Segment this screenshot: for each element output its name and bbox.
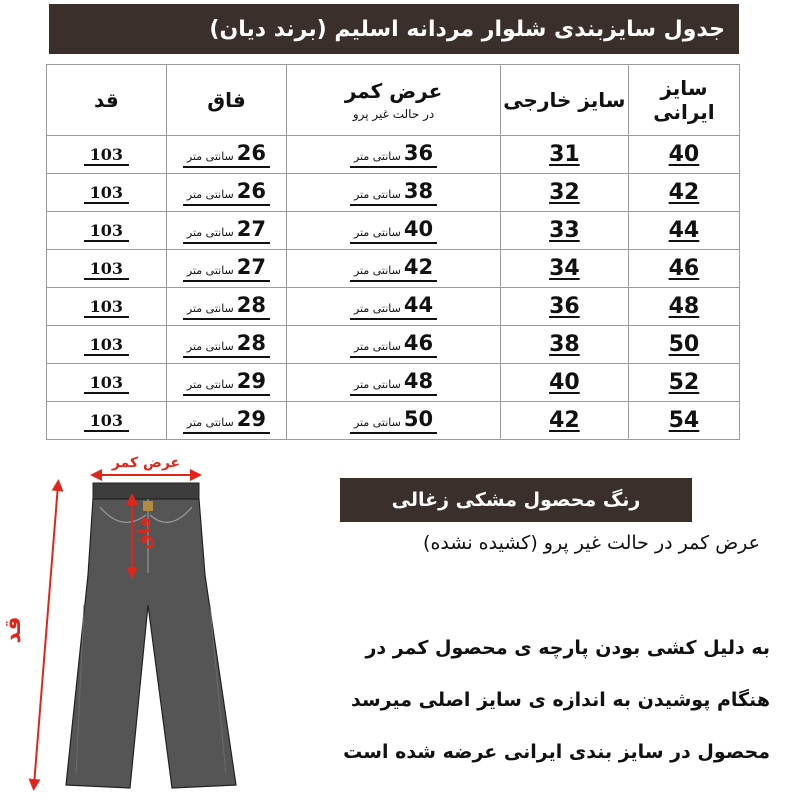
pants-diagram — [0, 455, 300, 800]
stretch-notice-line-3: محصول در سایز بندی ایرانی عرضه شده است — [343, 741, 770, 763]
cell-waist — [287, 136, 501, 174]
cell-height — [47, 326, 167, 364]
rise-unit: سانتی متر — [186, 340, 234, 353]
cell-waist — [287, 212, 501, 250]
rise-unit: سانتی متر — [186, 226, 234, 239]
iranian-size-value: 54 — [668, 408, 700, 433]
cell-iranian-size — [628, 136, 739, 174]
cell-rise — [166, 326, 286, 364]
height-value: 103 — [84, 145, 129, 166]
foreign-size-value: 32 — [549, 180, 580, 205]
iranian-size-value: 42 — [668, 180, 700, 205]
waist-unit: سانتی متر — [353, 416, 401, 429]
iranian-size-value: 40 — [668, 142, 700, 167]
cell-waist — [287, 288, 501, 326]
foreign-size-value: 31 — [549, 142, 580, 167]
cell-iranian-size — [628, 326, 739, 364]
cell-waist — [287, 326, 501, 364]
height-value: 103 — [84, 259, 129, 280]
stretch-notice-line-1: به دلیل کشی بودن پارچه ی محصول کمر در — [365, 637, 770, 659]
rise-unit: سانتی متر — [186, 378, 234, 391]
cell-rise — [166, 174, 286, 212]
waist-value: 36 — [403, 141, 434, 165]
waist-value: 44 — [403, 293, 434, 317]
cell-foreign-size — [500, 402, 628, 440]
rise-unit: سانتی متر — [186, 416, 234, 429]
cell-waist — [287, 250, 501, 288]
height-value: 103 — [84, 183, 129, 204]
waist-unit: سانتی متر — [353, 264, 401, 277]
rise-value: 26 — [236, 179, 267, 203]
waist-value: 42 — [403, 255, 434, 279]
cell-iranian-size — [628, 174, 739, 212]
iranian-size-value: 46 — [668, 256, 700, 281]
height-value: 103 — [84, 297, 129, 318]
waist-unit: سانتی متر — [353, 340, 401, 353]
header-foreign-size: سایز خارجی — [500, 65, 628, 136]
rise-value: 27 — [236, 255, 267, 279]
stretch-notice — [290, 622, 770, 778]
cell-iranian-size — [628, 250, 739, 288]
waist-label: عرض کمر — [111, 455, 181, 471]
cell-height — [47, 250, 167, 288]
cell-iranian-size — [628, 402, 739, 440]
table-row — [47, 212, 740, 250]
height-label: قد — [1, 616, 26, 644]
iranian-size-value: 50 — [668, 332, 700, 357]
cell-iranian-size — [628, 288, 739, 326]
stretch-notice-line-2: هنگام پوشیدن به اندازه ی سایز اصلی میرسد — [350, 689, 770, 711]
cell-rise — [166, 250, 286, 288]
cell-waist — [287, 364, 501, 402]
rise-unit: سانتی متر — [186, 264, 234, 277]
waist-unit: سانتی متر — [353, 302, 401, 315]
waist-value: 50 — [403, 407, 434, 431]
height-value: 103 — [84, 411, 129, 432]
table-header-row — [47, 65, 740, 136]
cell-height — [47, 364, 167, 402]
iranian-size-value: 52 — [668, 370, 700, 395]
waist-value: 46 — [403, 331, 434, 355]
waist-value: 38 — [403, 179, 434, 203]
rise-value: 28 — [236, 331, 267, 355]
header-rise: فاق — [166, 65, 286, 136]
height-arrow — [34, 485, 58, 785]
rise-unit: سانتی متر — [186, 150, 234, 163]
cell-rise — [166, 288, 286, 326]
foreign-size-value: 42 — [549, 408, 580, 433]
rise-unit: سانتی متر — [186, 302, 234, 315]
header-waist — [287, 65, 501, 136]
cell-waist — [287, 402, 501, 440]
cell-foreign-size — [500, 136, 628, 174]
cell-foreign-size — [500, 364, 628, 402]
rise-value: 28 — [236, 293, 267, 317]
rise-value: 27 — [236, 217, 267, 241]
cell-height — [47, 288, 167, 326]
table-row — [47, 250, 740, 288]
header-waist-note: در حالت غیر پرو — [352, 107, 435, 121]
table-row — [47, 174, 740, 212]
waist-value: 48 — [403, 369, 434, 393]
height-value: 103 — [84, 335, 129, 356]
table-row — [47, 364, 740, 402]
cell-iranian-size — [628, 364, 739, 402]
cell-height — [47, 136, 167, 174]
foreign-size-value: 33 — [549, 218, 580, 243]
waist-unit: سانتی متر — [353, 378, 401, 391]
cell-height — [47, 174, 167, 212]
waist-value: 40 — [403, 217, 434, 241]
rise-value: 29 — [236, 407, 267, 431]
cell-height — [47, 402, 167, 440]
waist-unit: سانتی متر — [353, 150, 401, 163]
foreign-size-value: 36 — [549, 294, 580, 319]
foreign-size-value: 38 — [549, 332, 580, 357]
cell-iranian-size — [628, 212, 739, 250]
waist-state-note: عرض کمر در حالت غیر پرو (کشیده نشده) — [423, 532, 760, 554]
foreign-size-value: 40 — [549, 370, 580, 395]
cell-foreign-size — [500, 212, 628, 250]
header-height: قد — [47, 65, 167, 136]
cell-foreign-size — [500, 326, 628, 364]
table-row — [47, 136, 740, 174]
cell-foreign-size — [500, 288, 628, 326]
table-row — [47, 402, 740, 440]
header-waist-label: عرض کمر — [344, 79, 443, 103]
table-row — [47, 288, 740, 326]
height-value: 103 — [84, 221, 129, 242]
rise-value: 29 — [236, 369, 267, 393]
cell-foreign-size — [500, 250, 628, 288]
iranian-size-value: 44 — [668, 218, 700, 243]
table-row — [47, 326, 740, 364]
cell-height — [47, 212, 167, 250]
rise-label: فاق — [135, 516, 155, 550]
waist-unit: سانتی متر — [353, 188, 401, 201]
page-title: جدول سایزبندی شلوار مردانه اسلیم (برند دیان) — [49, 4, 739, 54]
cell-rise — [166, 136, 286, 174]
cell-rise — [166, 402, 286, 440]
rise-value: 26 — [236, 141, 267, 165]
product-color-banner: رنگ محصول مشکی زغالی — [340, 478, 692, 522]
rise-unit: سانتی متر — [186, 188, 234, 201]
iranian-size-value: 48 — [668, 294, 700, 319]
height-value: 103 — [84, 373, 129, 394]
header-iranian-size: سایز ایرانی — [628, 65, 739, 136]
foreign-size-value: 34 — [549, 256, 580, 281]
waist-unit: سانتی متر — [353, 226, 401, 239]
cell-rise — [166, 212, 286, 250]
cell-waist — [287, 174, 501, 212]
cell-rise — [166, 364, 286, 402]
cell-foreign-size — [500, 174, 628, 212]
size-table — [46, 64, 740, 440]
